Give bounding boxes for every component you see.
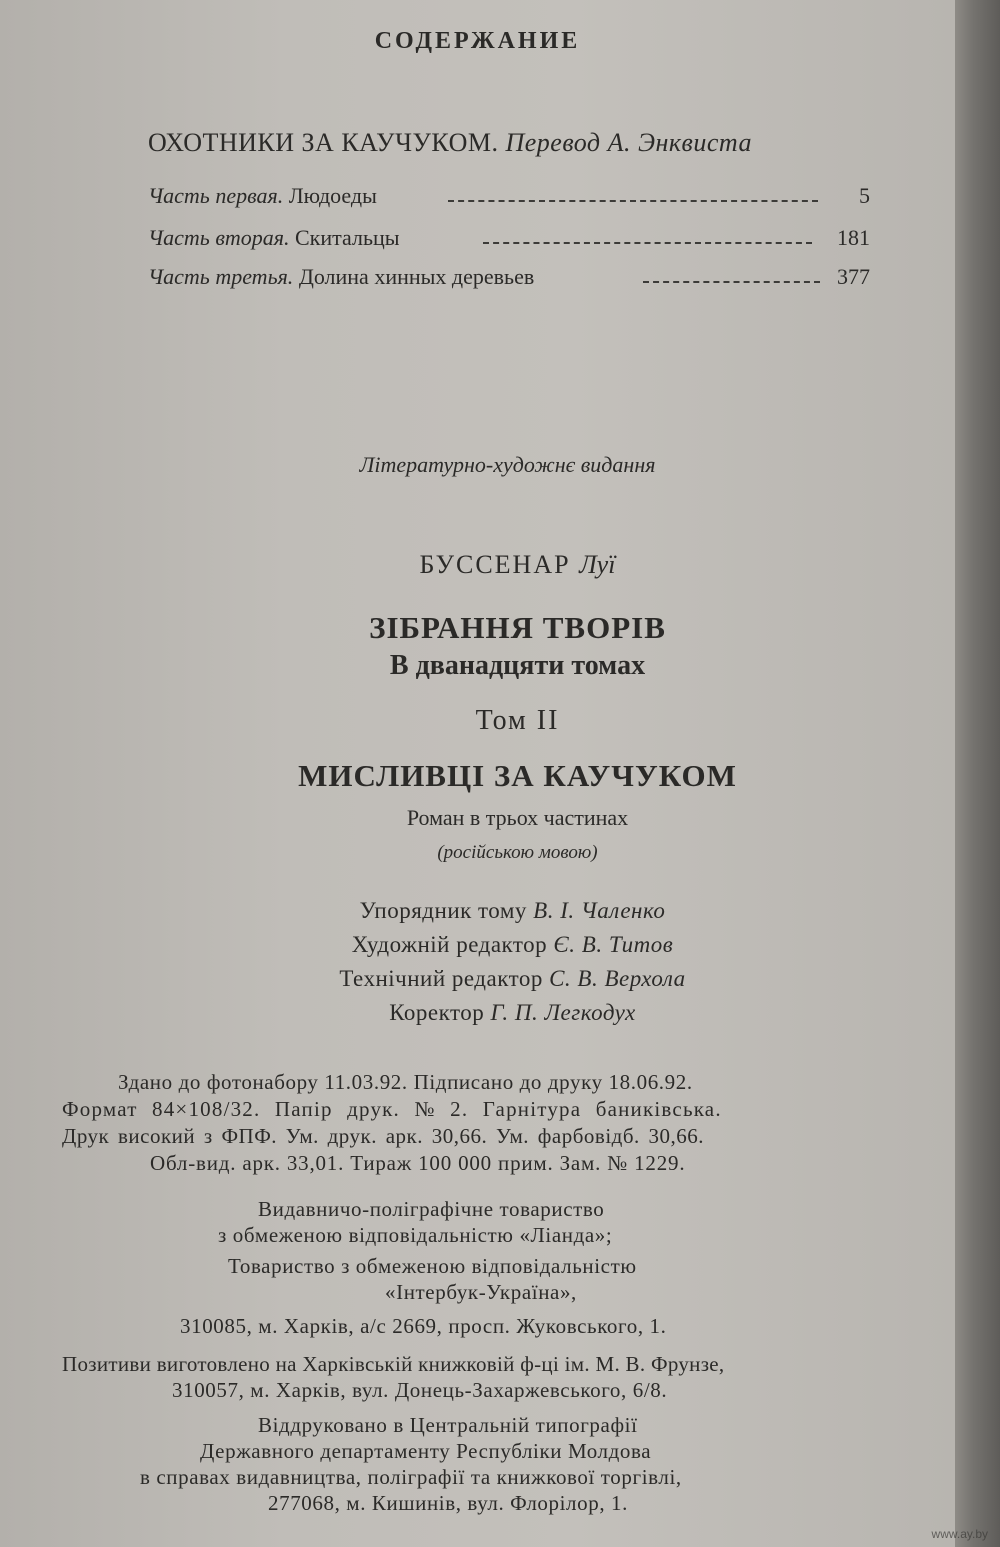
credit-name: Є. В. Титов — [553, 932, 674, 957]
toc-entry-label — [148, 183, 377, 209]
publisher-line: Видавничо-поліграфічне товариство — [258, 1197, 605, 1221]
credit-role: Технічний редактор — [339, 966, 543, 991]
volume-number: Том II — [475, 705, 560, 736]
toc-part: Часть третья. — [148, 264, 294, 289]
credit-name: В. І. Чаленко — [533, 898, 666, 923]
printer-line: Позитиви виготовлено на Харківській книжковій ф-ці ім. М. В. Фрунзе, — [62, 1352, 725, 1376]
volumes-count: В дванадцяти томах — [389, 650, 646, 681]
book-title: МИСЛИВЦІ ЗА КАУЧУКОМ — [298, 758, 737, 793]
next-page-edge — [955, 0, 1000, 1547]
publisher-address: 310085, м. Харків, а/с 2669, просп. Жуковського, 1. — [180, 1314, 667, 1338]
printing-house-line: 277068, м. Кишинів, вул. Флорілор, 1. — [268, 1491, 628, 1515]
genre: Роман в трьох частинах — [406, 805, 629, 830]
publisher-line: з обмеженою відповідальністю «Ліанда»; — [218, 1223, 613, 1247]
publication-detail-line: Формат 84×108/32. Папір друк. № 2. Гарнітура баниківська. — [62, 1097, 722, 1121]
edition-type: Літературно-художнє видання — [359, 452, 656, 477]
toc-part: Часть первая. — [148, 183, 284, 208]
contents-heading: СОДЕРЖАНИЕ — [374, 28, 581, 54]
publication-detail-line: Друк високий з ФПФ. Ум. друк. арк. 30,66. Ум. фарбовідб. 30,66. — [62, 1124, 705, 1148]
credit-line — [35, 1000, 955, 1026]
credit-name: С. В. Верхола — [549, 966, 686, 991]
author — [40, 550, 955, 580]
author-surname: БУССЕНАР — [419, 550, 571, 579]
toc-entry — [148, 225, 870, 257]
toc-entry-label — [148, 225, 400, 251]
toc-page-number: 5 — [859, 183, 870, 208]
watermark: www.ay.by — [931, 1527, 988, 1541]
credit-line — [35, 966, 955, 992]
toc-entry-label — [148, 264, 534, 290]
credit-name: Г. П. Легкодух — [490, 1000, 636, 1025]
toc-part-name: Людоеды — [288, 183, 377, 208]
publication-detail-line: Обл-вид. арк. 33,01. Тираж 100 000 прим. Зам. № 1229. — [150, 1151, 686, 1175]
printing-house-line: Державного департаменту Республіки Молдова — [200, 1439, 652, 1463]
contents-book-title: ОХОТНИКИ ЗА КАУЧУКОМ. — [148, 128, 499, 157]
toc-entry — [148, 183, 870, 215]
credit-role: Коректор — [389, 1000, 485, 1025]
toc-part-name: Скитальцы — [295, 225, 400, 250]
toc-page-number: 181 — [837, 225, 870, 250]
toc-leader-dots — [483, 242, 812, 244]
toc-entry — [148, 264, 870, 296]
printer-line: 310057, м. Харків, вул. Донець-Захаржевського, 6/8. — [172, 1378, 668, 1402]
publisher-line: Товариство з обмеженою відповідальністю — [228, 1254, 637, 1278]
toc-part: Часть вторая. — [148, 225, 290, 250]
contents-translation: Перевод А. Энквиста — [505, 128, 752, 157]
credit-line — [35, 932, 955, 958]
publisher-line: «Інтербук-Україна», — [385, 1280, 577, 1304]
author-name: Луї — [579, 550, 616, 579]
printing-house-line: в справах видавництва, поліграфії та книжкової торгівлі, — [140, 1465, 682, 1489]
publication-detail-line: Здано до фотонабору 11.03.92. Підписано до друку 18.06.92. — [118, 1070, 693, 1094]
contents-book-title-line — [148, 128, 752, 158]
collected-works-title: ЗІБРАННЯ ТВОРІВ — [369, 610, 666, 645]
credit-role: Художній редактор — [351, 932, 548, 957]
toc-part-name: Долина хинных деревьев — [298, 264, 535, 289]
printing-house-line: Віддруковано в Центральній типографії — [258, 1413, 638, 1437]
toc-leader-dots — [643, 281, 820, 283]
credit-role: Упорядник тому — [359, 898, 527, 923]
toc-page-number: 377 — [837, 264, 870, 289]
toc-leader-dots — [448, 200, 818, 202]
credit-line — [35, 898, 955, 924]
language-note: (російською мовою) — [437, 842, 598, 863]
